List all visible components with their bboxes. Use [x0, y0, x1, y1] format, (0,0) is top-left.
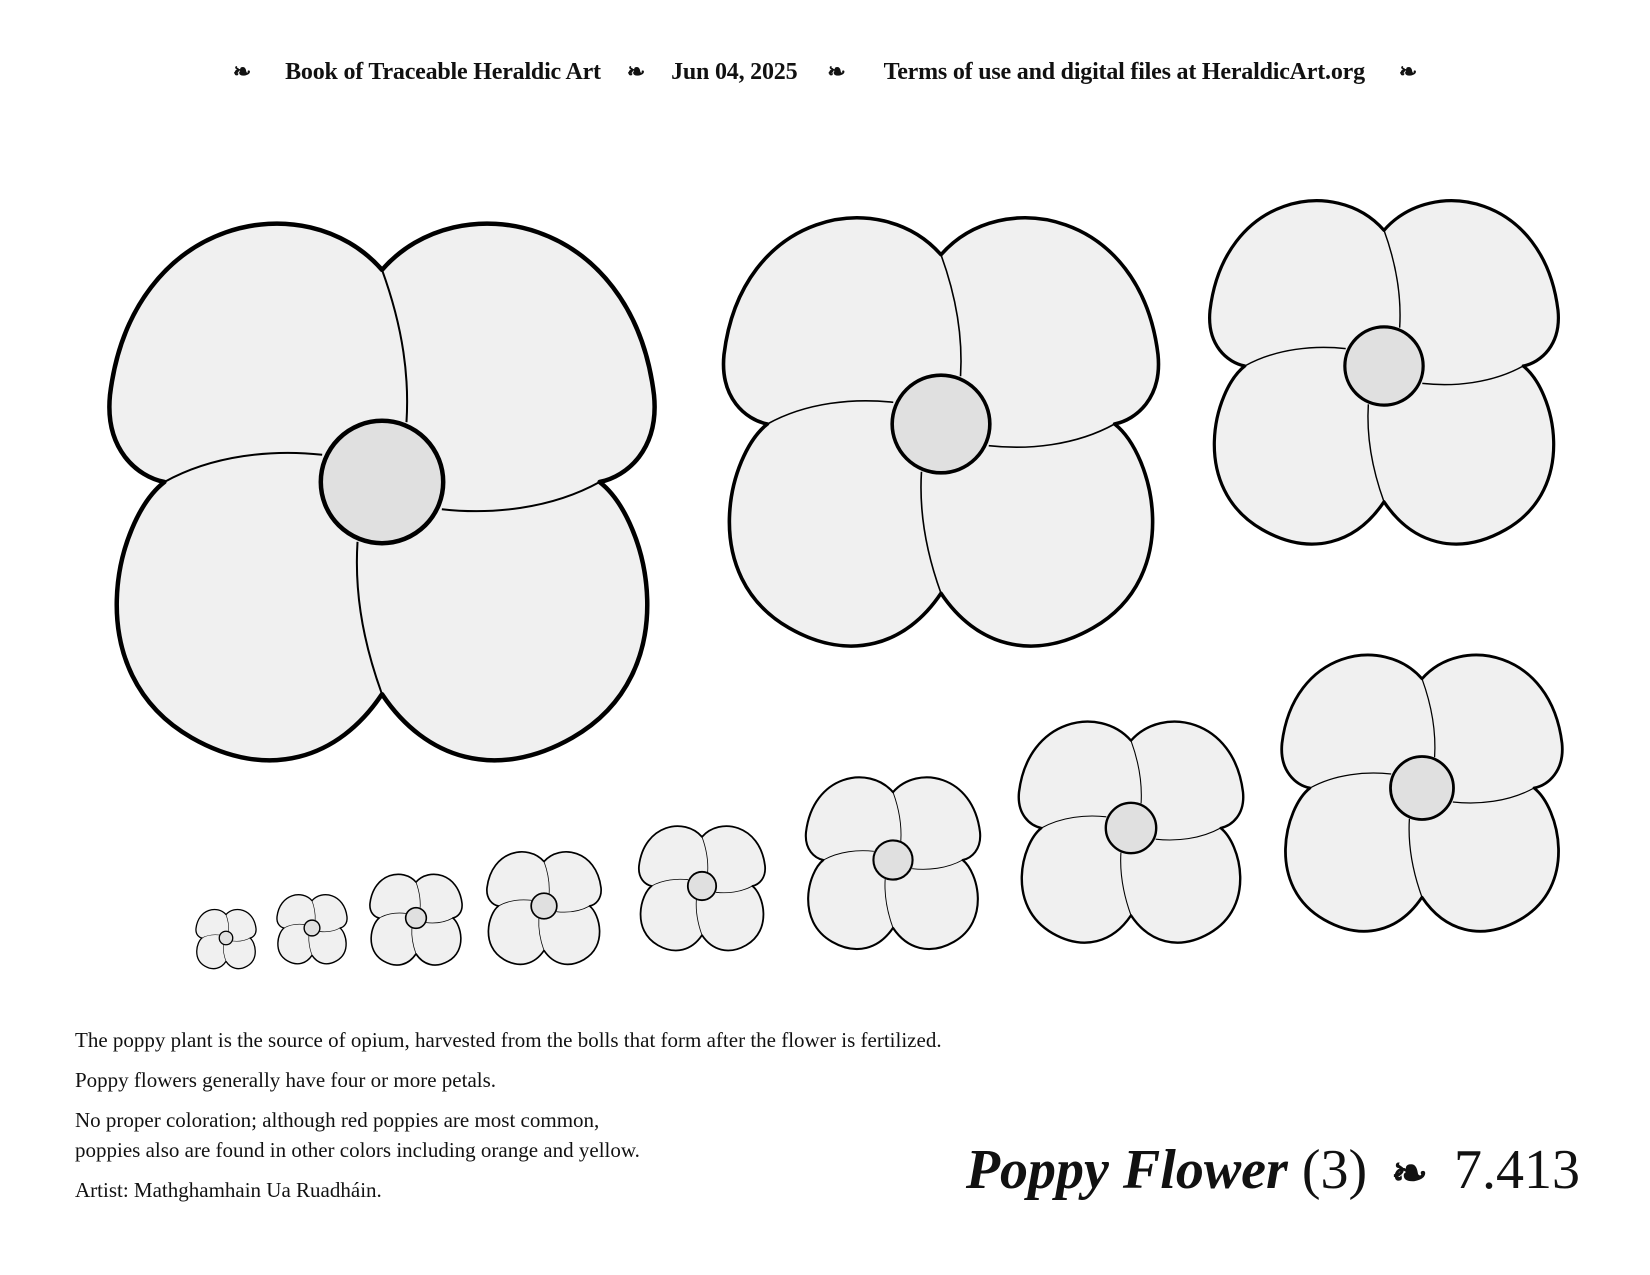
plate-title	[966, 1140, 1580, 1204]
description-line-coloration: No proper coloration; although red poppies are most common,	[75, 1108, 600, 1132]
poppy-flower-icon	[1210, 201, 1559, 544]
fleuron-icon: ❧	[1391, 1149, 1428, 1198]
description-line-opium: The poppy plant is the source of opium, harvested from the bolls that form after the flower is fertilized.	[75, 1028, 942, 1052]
poppy-flower-icon	[370, 874, 462, 965]
fleuron-icon: ❧	[827, 59, 846, 84]
header-date: Jun 04, 2025	[671, 58, 798, 85]
book-title: Book of Traceable Heraldic Art	[285, 58, 601, 85]
poppy-flower-icon	[196, 909, 256, 968]
poppy-flower-icon	[1019, 722, 1243, 943]
plate-number: 7.413	[1454, 1139, 1580, 1201]
poppy-center	[1106, 803, 1156, 853]
poppy-center	[531, 893, 557, 919]
title-variant: (3)	[1301, 1139, 1368, 1201]
poppy-center	[873, 840, 912, 879]
title-name: Poppy Flower	[965, 1139, 1288, 1201]
fleuron-icon: ❧	[232, 59, 252, 84]
fleuron-icon: ❧	[626, 59, 646, 84]
poppy-flower-icon	[806, 777, 980, 949]
poppy-flower-icon	[109, 224, 654, 761]
poppy-flower-icon	[487, 852, 601, 964]
description-line-petals: Poppy flowers generally have four or more petals.	[75, 1068, 497, 1092]
poppy-center	[892, 375, 990, 473]
poppy-flower-icon	[724, 218, 1159, 646]
poppy-flower-icon	[1282, 655, 1563, 931]
fleuron-icon: ❧	[1398, 59, 1418, 84]
poppy-flower-icon	[277, 895, 347, 964]
description-block	[75, 1025, 975, 1215]
poppy-center	[406, 908, 427, 929]
description-line-colors: poppies also are found in other colors including orange and yellow.	[75, 1138, 640, 1162]
artist-credit: Artist: Mathghamhain Ua Ruadháin.	[75, 1178, 382, 1202]
poppy-center	[304, 920, 320, 936]
poppy-flower-icon	[639, 826, 765, 950]
poppy-center	[219, 931, 233, 945]
terms-of-use: Terms of use and digital files at HeraldicArt.org	[883, 58, 1365, 85]
poppy-center	[321, 421, 443, 543]
poppy-center	[1345, 327, 1423, 405]
poppy-center	[688, 872, 716, 900]
poppy-center	[1391, 757, 1454, 820]
